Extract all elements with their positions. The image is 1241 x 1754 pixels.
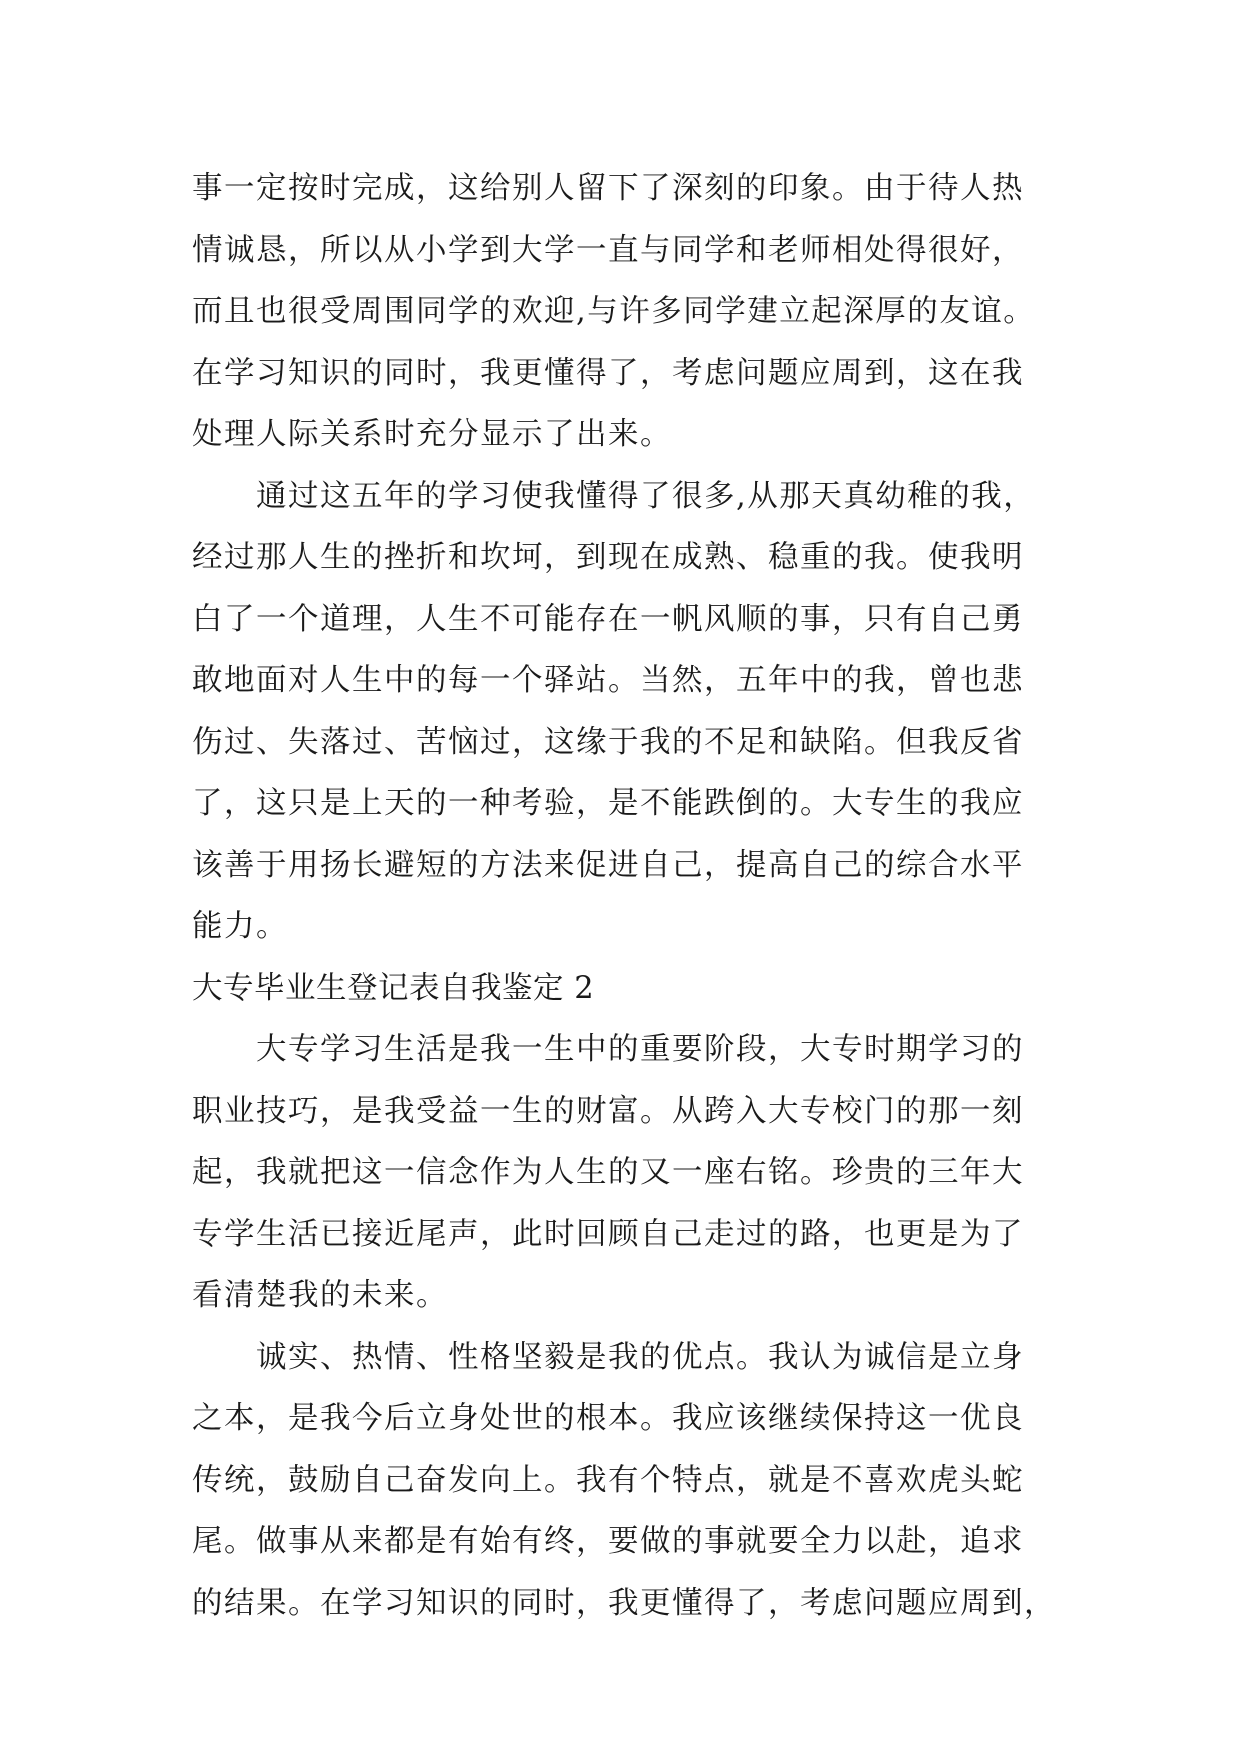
text-line: 伤过、失落过、苦恼过，这缘于我的不足和缺陷。但我反省 <box>192 724 1024 760</box>
text-line: 大专学习生活是我一生中的重要阶段，大专时期学习的 <box>256 1032 1024 1067</box>
text-line: 诚实、热情、性格坚毅是我的优点。我认为诚信是立身 <box>256 1339 1024 1375</box>
text-line: 通过这五年的学习使我懂得了很多,从那天真幼稚的我， <box>256 478 1036 514</box>
text-line: 该善于用扬长避短的方法来促进自己，提高自己的综合水平 <box>192 847 1024 883</box>
document-body <box>192 158 1092 1634</box>
text-line: 传统，鼓励自己奋发向上。我有个特点，就是不喜欢虎头蛇 <box>192 1462 1024 1498</box>
text-line: 情诚恳，所以从小学到大学一直与同学和老师相处得很好， <box>192 232 1024 268</box>
text-line: 的结果。在学习知识的同时，我更懂得了，考虑问题应周到， <box>192 1585 1056 1621</box>
section-heading: 大专毕业生登记表自我鉴定 2 <box>192 970 595 1006</box>
text-line: 了，这只是上天的一种考验，是不能跌倒的。大专生的我应 <box>192 786 1024 821</box>
text-line: 尾。做事从来都是有始有终，要做的事就要全力以赴，追求 <box>192 1524 1024 1559</box>
text-line: 职业技巧，是我受益一生的财富。从跨入大专校门的那一刻 <box>192 1093 1024 1129</box>
text-line: 经过那人生的挫折和坎坷，到现在成熟、稳重的我。使我明 <box>192 540 1024 575</box>
text-line: 专学生活已接近尾声，此时回顾自己走过的路，也更是为了 <box>192 1216 1024 1252</box>
text-line: 事一定按时完成，这给别人留下了深刻的印象。由于待人热 <box>192 171 1024 206</box>
text-line: 敢地面对人生中的每一个驿站。当然，五年中的我，曾也悲 <box>192 663 1024 698</box>
text-line: 处理人际关系时充分显示了出来。 <box>192 417 672 452</box>
text-line: 而且也很受周围同学的欢迎,与许多同学建立起深厚的友谊。 <box>192 294 1036 329</box>
text-line: 能力。 <box>192 909 288 944</box>
text-line: 白了一个道理，人生不可能存在一帆风顺的事，只有自己勇 <box>192 601 1024 637</box>
text-line: 在学习知识的同时，我更懂得了，考虑问题应周到，这在我 <box>192 355 1024 391</box>
text-line: 看清楚我的未来。 <box>192 1278 448 1313</box>
text-line: 之本，是我今后立身处世的根本。我应该继续保持这一优良 <box>192 1401 1024 1436</box>
text-line: 起，我就把这一信念作为人生的又一座右铭。珍贵的三年大 <box>192 1155 1024 1190</box>
